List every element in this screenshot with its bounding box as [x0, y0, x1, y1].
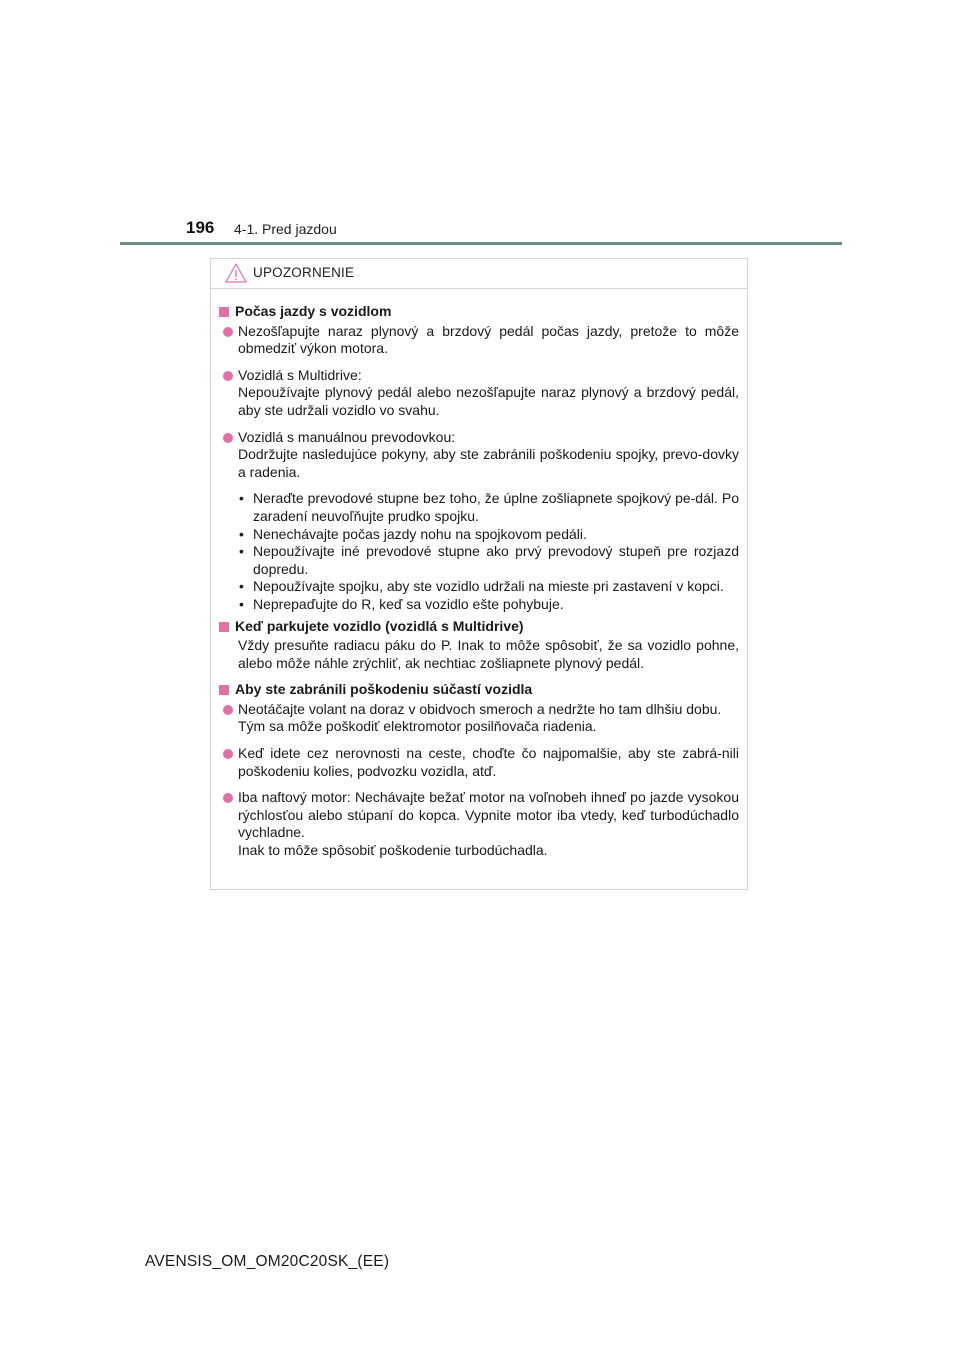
- sub-list-text: Nepoužívajte iné prevodové stupne ako prvý prevodový stupeň pre rozjazd dopredu.: [253, 543, 739, 577]
- bullet-line: Nezošľapujte naraz plynový a brzdový pedál počas jazdy, pretože to môže obmedziť výkon motora.: [238, 322, 739, 357]
- round-bullet-icon: [223, 371, 233, 381]
- bullet-text: [238, 429, 739, 482]
- bullet-item: [223, 745, 739, 780]
- dot-bullet-icon: •: [239, 525, 244, 542]
- sub-list-item: [239, 526, 739, 544]
- bullet-item: [223, 429, 739, 482]
- square-bullet-icon: [219, 685, 229, 695]
- warning-header: [211, 259, 747, 289]
- square-bullet-icon: [219, 307, 229, 317]
- bullet-line: Neotáčajte volant na doraz v obidvoch smeroch a nedržte ho tam dlhšiu dobu.: [238, 700, 722, 717]
- warning-box: [210, 258, 748, 890]
- round-bullet-icon: [223, 705, 233, 715]
- bullet-text: [238, 789, 739, 859]
- dot-bullet-icon: •: [239, 578, 244, 595]
- dot-bullet-icon: •: [239, 595, 244, 612]
- warning-body: [211, 289, 747, 860]
- warning-title: UPOZORNENIE: [253, 265, 355, 280]
- section-heading-text: Keď parkujete vozidlo (vozidlá s Multidrive): [235, 617, 524, 634]
- square-bullet-icon: [219, 622, 229, 632]
- sub-list-item: [239, 490, 739, 525]
- bullet-text: [238, 367, 739, 420]
- section-paragraph: Vždy presuňte radiacu páku do P. Inak to môže spôsobiť, že sa vozidlo pohne, alebo môže náhle zrýchliť, ak nechtiac zošliapnete plynový pedál.: [238, 637, 739, 671]
- round-bullet-icon: [223, 749, 233, 759]
- bullet-item: [223, 323, 739, 358]
- bullet-line: Tým sa môže poškodiť elektromotor posilňovača riadenia.: [238, 718, 597, 735]
- bullet-item: [223, 701, 739, 736]
- round-bullet-icon: [223, 327, 233, 337]
- section-heading-text: Počas jazdy s vozidlom: [235, 303, 392, 319]
- section-heading: [219, 681, 739, 699]
- dot-bullet-icon: •: [239, 543, 244, 560]
- bullet-item: [223, 367, 739, 420]
- bullet-line: Nepoužívajte plynový pedál alebo nezošľapujte naraz plynový a brzdový pedál, aby ste udržali vozidlo vo svahu.: [238, 384, 739, 418]
- bullet-item: [223, 789, 739, 859]
- bullet-line: Inak to môže spôsobiť poškodenie turbodúchadla.: [238, 842, 548, 859]
- page-header: [120, 0, 842, 248]
- page-number: 196: [186, 218, 215, 237]
- header-rule: [120, 242, 842, 245]
- sub-list-text: Neprераďujte do R, keď sa vozidlo ešte pohybuje.: [253, 595, 564, 612]
- round-bullet-icon: [223, 793, 233, 803]
- bullet-text: [238, 323, 739, 358]
- section-heading: [219, 618, 739, 636]
- section-heading-text: Aby ste zabránili poškodeniu súčastí vozidla: [235, 681, 533, 698]
- section-heading: [219, 303, 739, 321]
- bullet-text: [238, 745, 739, 780]
- sub-list: [239, 490, 739, 613]
- sub-list-text: Neraďte prevodové stupne bez toho, že úplne zošliapnete spojkový pe-dál. Po zaradení neuvoľňujte prudko spojku.: [253, 490, 739, 524]
- sub-list-text: Nenechávajte počas jazdy nohu na spojkovom pedáli.: [253, 525, 587, 542]
- bullet-line: Vozidlá s manuálnou prevodovkou:: [238, 428, 456, 445]
- sub-list-item: [239, 578, 739, 596]
- sub-list-text: Nepoužívajte spojku, aby ste vozidlo udržali na mieste pri zastavení v kopci.: [253, 578, 724, 595]
- sub-list-item: [239, 596, 739, 614]
- bullet-line: Keď idete cez nerovnosti na ceste, choďte čo najpomalšie, aby ste zabrá-nili poškodeniu kolies, podvozku vozidla, atď.: [238, 745, 739, 779]
- sub-list-item: [239, 543, 739, 578]
- section-title: 4-1. Pred jazdou: [234, 221, 337, 237]
- bullet-line: Dodržujte nasledujúce pokyny, aby ste zabránili poškodeniu spojky, prevo-dovky a radenia.: [238, 446, 739, 480]
- footer-code: AVENSIS_OM_OM20C20SK_(EE): [145, 1253, 390, 1270]
- dot-bullet-icon: •: [239, 490, 244, 507]
- round-bullet-icon: [223, 433, 233, 443]
- bullet-text: [238, 701, 739, 736]
- bullet-line: Vozidlá s Multidrive:: [238, 366, 362, 383]
- warning-triangle-icon: [225, 262, 247, 284]
- bullet-line: Iba naftový motor: Nechávajte bežať motor na voľnobeh ihneď po jazde vysokou rýchlosťou alebo stúpaní do kopca. Vypnite motor iba vtedy, keď turbodúchadlo vychladne.: [238, 789, 739, 841]
